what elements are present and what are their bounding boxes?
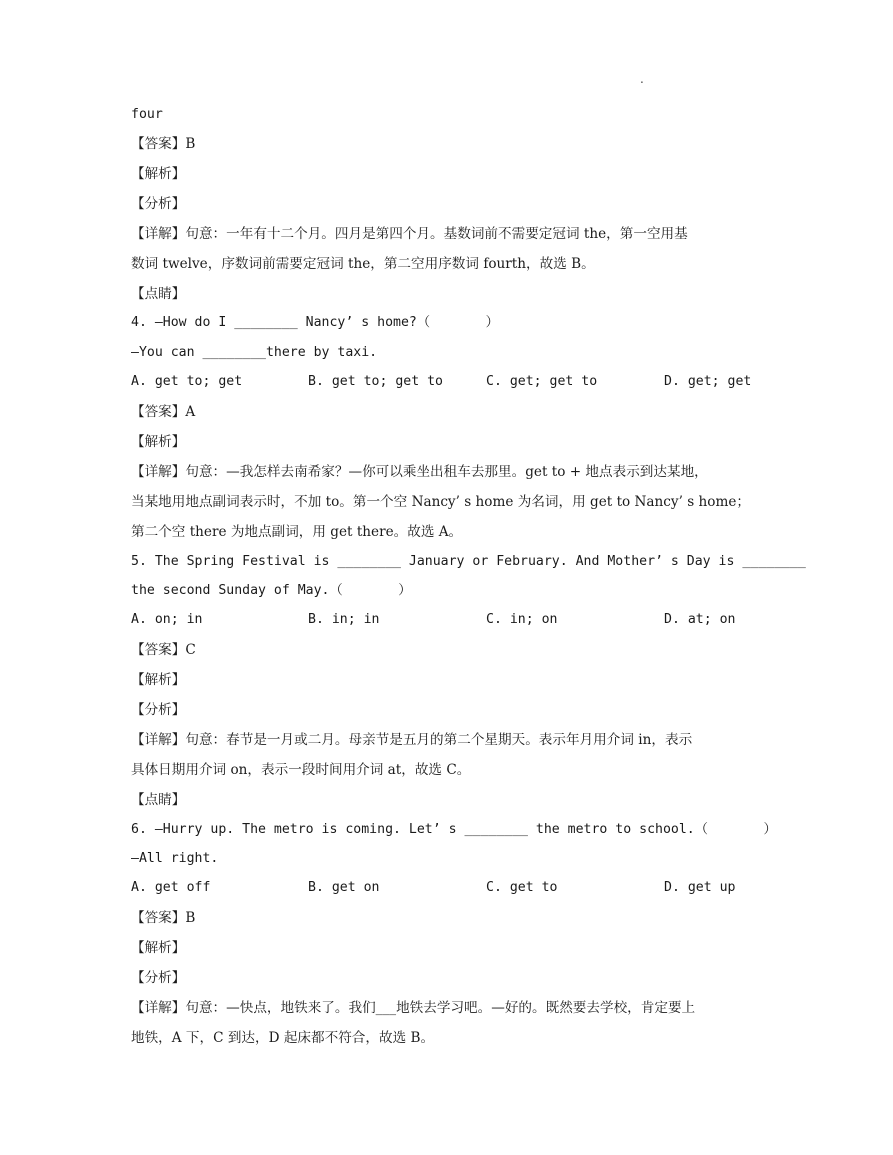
q3-fenxi-heading: 【分析】 xyxy=(131,196,186,212)
q5-option-a: A. on; in xyxy=(131,612,203,627)
q4-option-b: B. get to; get to xyxy=(308,374,443,389)
q5-option-c: C. in; on xyxy=(486,612,558,627)
q6-stem-line-1: 6. —Hurry up. The metro is coming. Let’ s ________ the metro to school.（ ） xyxy=(131,822,777,837)
q5-detail-line-1: 【详解】句意：春节是一月或二月。母亲节是五月的第二个星期天。表示年月用介词 in，表示 xyxy=(131,732,693,748)
q5-stem-line-2: the second Sunday of May.（ ） xyxy=(131,583,412,598)
q5-answer: 【答案】C xyxy=(131,642,196,658)
q4-options xyxy=(131,374,771,392)
q5-options xyxy=(131,612,771,630)
q5-dianjing-heading: 【点睛】 xyxy=(131,792,186,808)
q3-jiexi-heading: 【解析】 xyxy=(131,166,186,182)
q6-fenxi-heading: 【分析】 xyxy=(131,970,186,986)
q3-option-tail: four xyxy=(131,107,163,122)
q6-option-d: D. get up xyxy=(664,880,736,895)
q4-answer: 【答案】A xyxy=(131,404,196,420)
q4-stem-line-2: —You can ________there by taxi. xyxy=(131,345,378,360)
q4-stem-line-1: 4. —How do I ________ Nancy’ s home?（ ） xyxy=(131,315,499,330)
header-mark: . xyxy=(640,72,644,86)
q3-detail-line-1: 【详解】句意：一年有十二个月。四月是第四个月。基数词前不需要定冠词 the，第一空用基 xyxy=(131,226,688,242)
q4-detail-line-3: 第二个空 there 为地点副词，用 get there。故选 A。 xyxy=(131,524,463,540)
q4-jiexi-heading: 【解析】 xyxy=(131,434,186,450)
q5-option-b: B. in; in xyxy=(308,612,380,627)
q5-stem-line-1: 5. The Spring Festival is ________ January or February. And Mother’ s Day is ________ xyxy=(131,554,806,569)
q3-dianjing-heading: 【点睛】 xyxy=(131,286,186,302)
q4-detail-line-2: 当某地用地点副词表示时，不加 to。第一个空 Nancy’ s home 为名词，用 get to Nancy’ s home； xyxy=(131,494,750,510)
q6-detail-line-1: 【详解】句意：—快点，地铁来了。我们___地铁去学习吧。—好的。既然要去学校，肯定要上 xyxy=(131,1000,696,1016)
q5-jiexi-heading: 【解析】 xyxy=(131,672,186,688)
q5-detail-line-2: 具体日期用介词 on，表示一段时间用介词 at，故选 C。 xyxy=(131,762,471,778)
q6-options xyxy=(131,880,771,898)
q6-jiexi-heading: 【解析】 xyxy=(131,940,186,956)
q4-option-d: D. get; get xyxy=(664,374,752,389)
q3-answer: 【答案】B xyxy=(131,136,196,152)
q6-detail-line-2: 地铁，A 下，C 到达，D 起床都不符合，故选 B。 xyxy=(131,1030,435,1046)
q4-option-a: A. get to; get xyxy=(131,374,243,389)
q4-option-c: C. get; get to xyxy=(486,374,598,389)
q5-option-d: D. at; on xyxy=(664,612,736,627)
q5-fenxi-heading: 【分析】 xyxy=(131,702,186,718)
q6-answer: 【答案】B xyxy=(131,910,196,926)
q6-stem-line-2: —All right. xyxy=(131,851,219,866)
q6-option-b: B. get on xyxy=(308,880,380,895)
q6-option-c: C. get to xyxy=(486,880,558,895)
q6-option-a: A. get off xyxy=(131,880,211,895)
q3-detail-line-2: 数词 twelve，序数词前需要定冠词 the，第二空用序数词 fourth，故选 B。 xyxy=(131,256,595,272)
q4-detail-line-1: 【详解】句意：—我怎样去南希家？—你可以乘坐出租车去那里。get to + 地点表示到达某地， xyxy=(131,464,708,480)
